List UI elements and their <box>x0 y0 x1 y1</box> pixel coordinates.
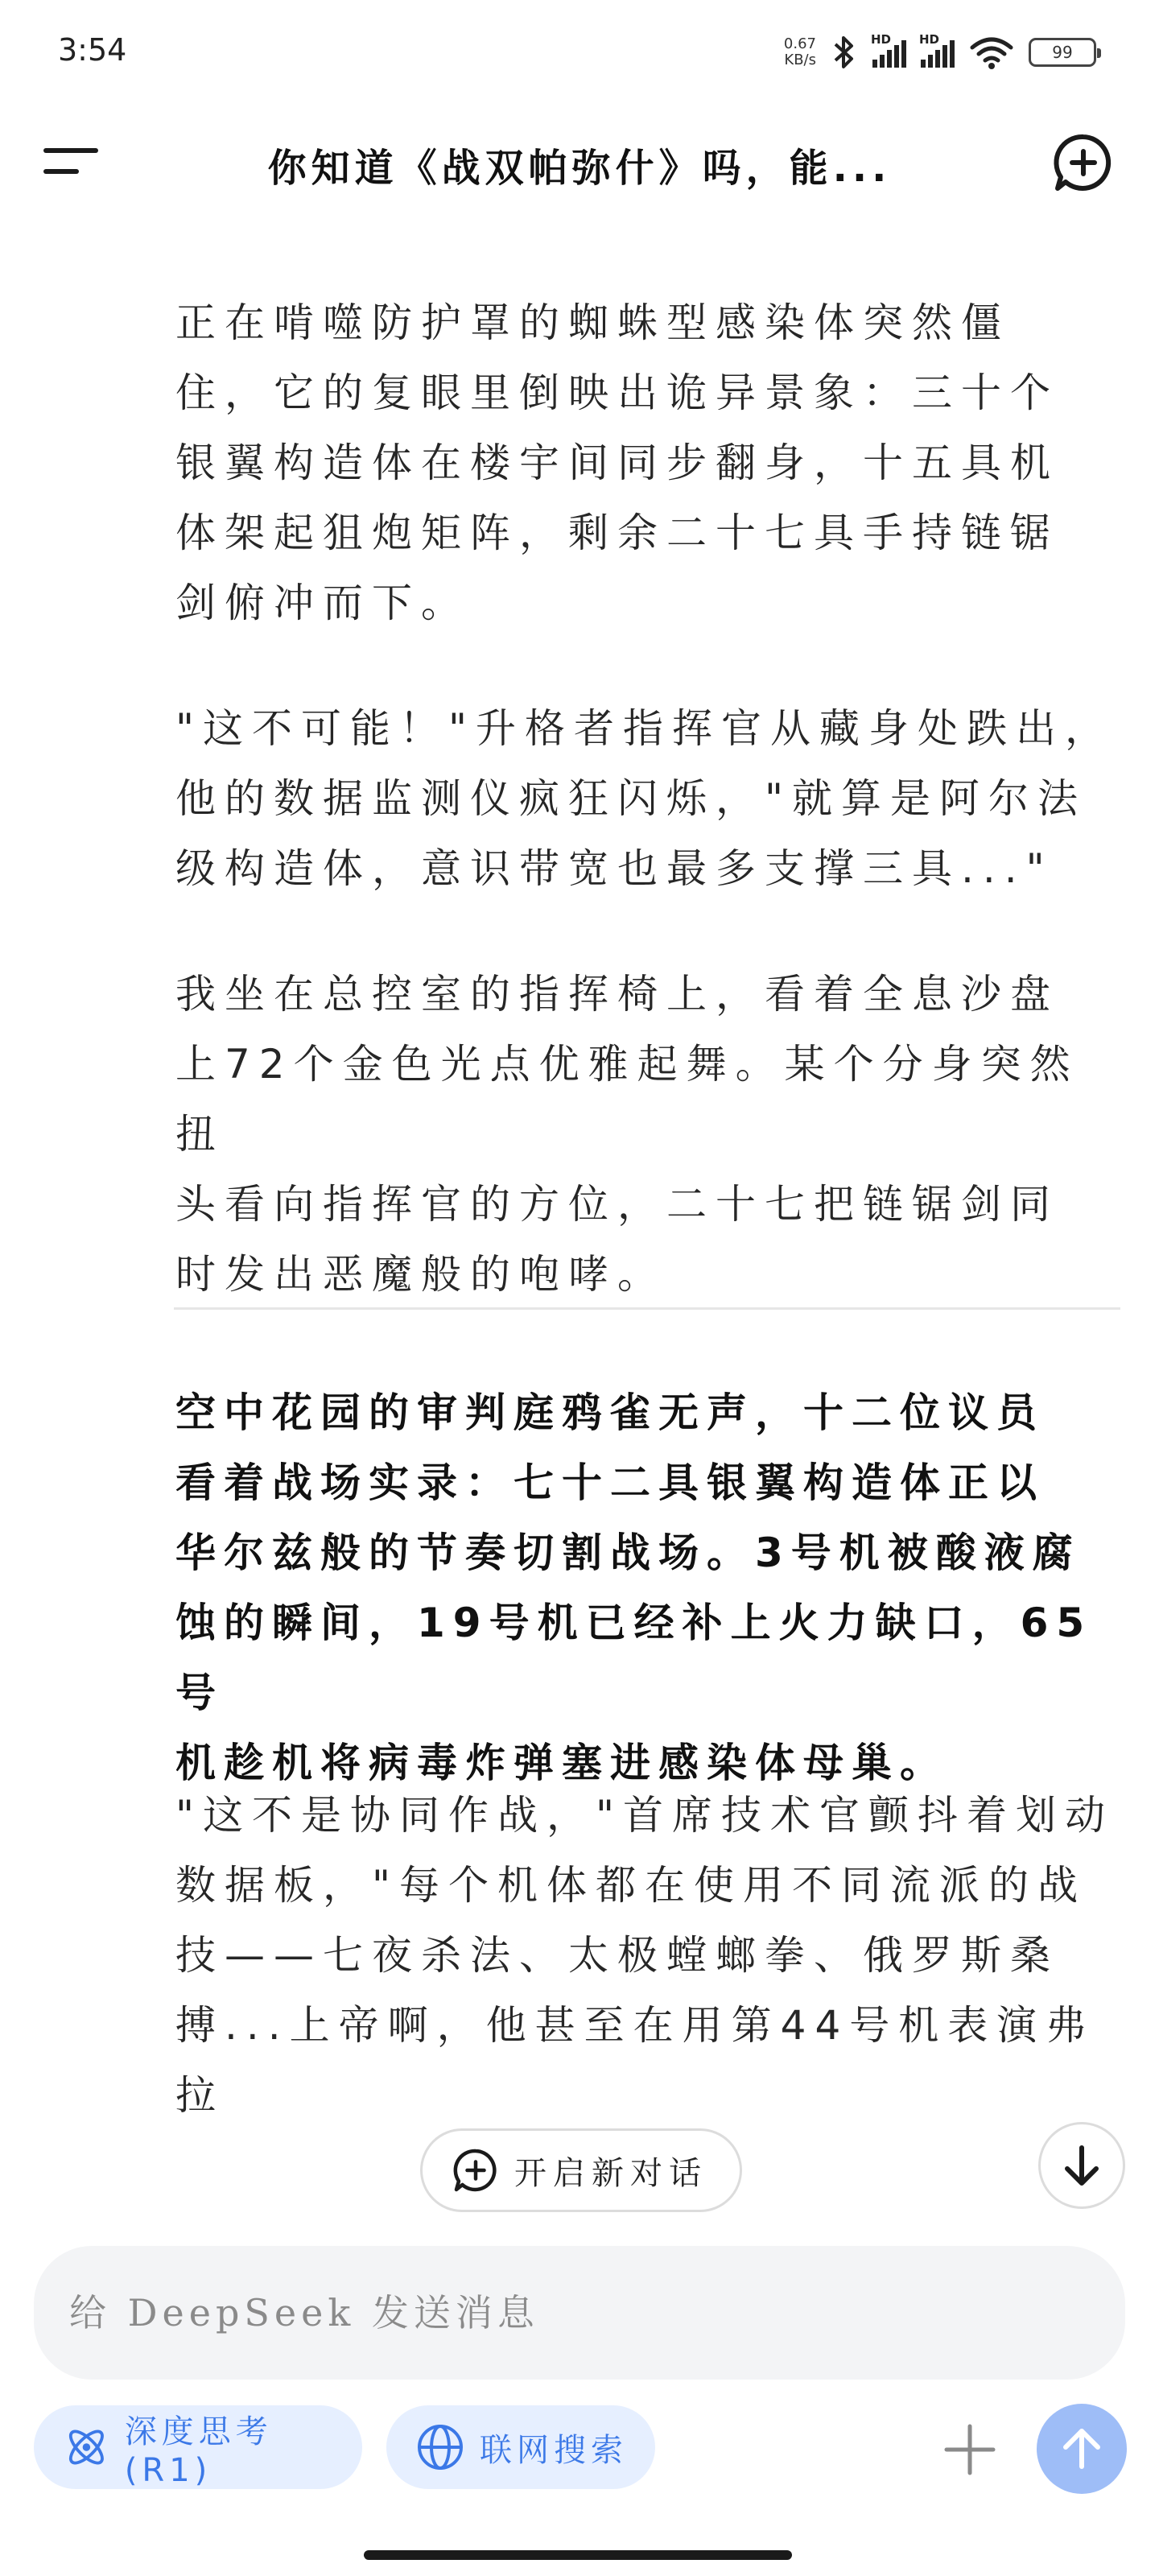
new-chat-button[interactable] <box>1051 130 1116 195</box>
home-indicator[interactable] <box>364 2550 792 2560</box>
message-paragraph: 正在啃噬防护罩的蜘蛛型感染体突然僵 住，它的复眼里倒映出诡异景象：三十个 银翼构造体在楼宇间同步翻身，十五具机 体架起狙炮矩阵，剩余二十七具手持链锯 剑俯冲而下。 <box>175 299 1059 626</box>
chat-plus-icon <box>452 2146 500 2194</box>
network-speed <box>784 36 816 68</box>
arrow-up-icon <box>1058 2425 1106 2473</box>
globe-icon <box>415 2422 465 2472</box>
menu-button[interactable] <box>43 142 101 182</box>
chat-header <box>0 113 1159 209</box>
cell-signal-icon: HD <box>872 37 906 68</box>
chat-title: 你知道《战双帕弥什》吗，能... <box>267 146 892 191</box>
send-button[interactable] <box>1037 2404 1127 2494</box>
web-search-label: 联网搜索 <box>480 2431 628 2469</box>
menu-icon <box>43 148 98 153</box>
message-paragraph: "这不可能！"升格者指挥官从藏身处跌出， 他的数据监测仪疯狂闪烁，"就算是阿尔法 级构造体，意识带宽也最多支撑三具..." <box>175 705 1114 892</box>
message-input-container <box>34 2246 1125 2380</box>
plus-icon <box>934 2413 1006 2486</box>
message-paragraph: 我坐在总控室的指挥椅上，看着全息沙盘 上72个金色光点优雅起舞。某个分身突然扭 头看向指挥官的方位，二十七把链锯剑同 时发出恶魔般的咆哮。 <box>175 971 1079 1298</box>
status-bar <box>0 0 1159 105</box>
conversation-area[interactable] <box>0 211 1159 2141</box>
chat-plus-icon <box>1051 130 1116 195</box>
message-paragraph-bold: 空中花园的审判庭鸦雀无声，十二位议员 看着战场实录：七十二具银翼构造体正以 华尔兹般的节奏切割战场。3号机被酸液腐 蚀的瞬间，19号机已经补上火力缺口，65号 机趁机将病毒炸弹塞进感染体母巢。 <box>175 1389 1093 1786</box>
net-speed-unit: KB/s <box>784 52 816 68</box>
start-new-chat-label: 开启新对话 <box>514 2154 707 2192</box>
message-input[interactable] <box>69 2246 1083 2380</box>
atom-icon <box>63 2422 110 2472</box>
bluetooth-icon <box>831 35 858 70</box>
arrow-down-icon <box>1059 2143 1104 2188</box>
wifi-icon <box>969 35 1014 70</box>
start-new-chat-button[interactable] <box>420 2128 742 2212</box>
scroll-to-bottom-button[interactable] <box>1038 2122 1125 2209</box>
cell-signal-icon-2: HD <box>921 37 955 68</box>
section-divider <box>174 1307 1120 1310</box>
deep-think-toggle[interactable] <box>34 2405 362 2489</box>
battery-indicator: 99 <box>1029 38 1096 67</box>
status-time: 3:54 <box>58 32 127 68</box>
web-search-toggle[interactable] <box>386 2405 655 2489</box>
message-paragraph: "这不是协同作战，"首席技术官颤抖着划动 数据板，"每个机体都在使用不同流派的战 技——七夜杀法、太极螳螂拳、俄罗斯桑 搏...上帝啊，他甚至在用第44号机表演弗拉 <box>175 1792 1114 2119</box>
status-icons <box>784 32 1096 72</box>
attach-button[interactable] <box>934 2413 1006 2486</box>
deep-think-label: 深度思考 (R1) <box>124 2413 273 2489</box>
net-speed-value: 0.67 <box>783 35 816 52</box>
